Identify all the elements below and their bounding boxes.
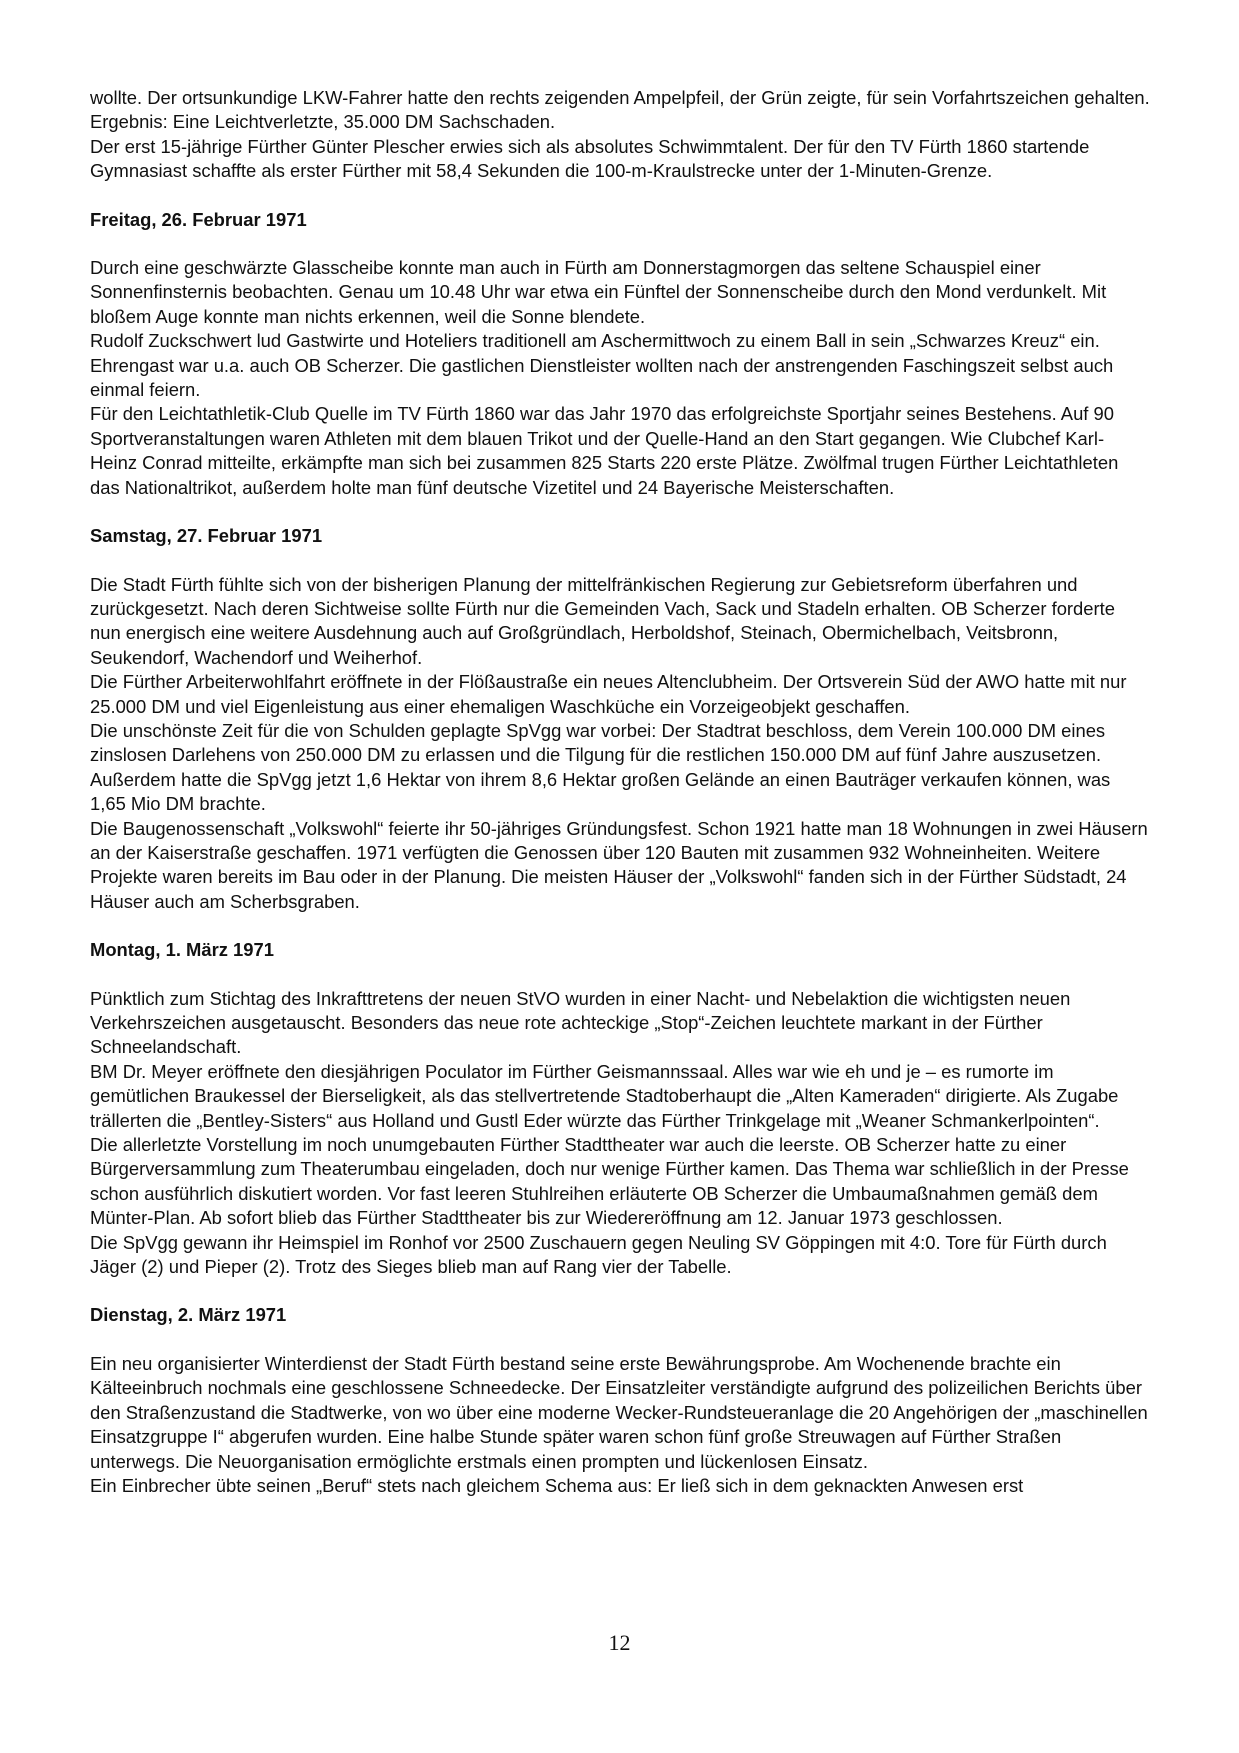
date-heading: Samstag, 27. Februar 1971 bbox=[90, 525, 323, 547]
paragraph: Die SpVgg gewann ihr Heimspiel im Ronhof vor 2500 Zuschauern gegen Neuling SV Göppingen mit 4:0. Tore für Fürth durch Jäger (2) und Pieper (2). Trotz des Sieges blieb man auf Rang vier der Tabelle. bbox=[90, 1231, 1107, 1278]
paragraph: Für den Leichtathletik-Club Quelle im TV Fürth 1860 war das Jahr 1970 das erfolgreichste Sportjahr seines Bestehens. Auf 90 Sportveranstaltungen waren Athleten mit dem blauen Trikot und der Quelle-Hand an den Start gegangen. Wie Clubchef Karl-Heinz Conrad mitteilte, erkämpfte man sich bei zusammen 825 Starts 220 erste Plätze. Zwölfmal trugen Fürther Leichtathleten das Nationaltrikot, außerdem holte man fünf deutsche Vizetitel und 24 Bayerische Meisterschaften. bbox=[90, 403, 1119, 498]
paragraph: Die Stadt Fürth fühlte sich von der bisherigen Planung der mittelfränkischen Regierung zur Gebietsreform überfahren und zurückgesetzt. Nach deren Sichtweise sollte Fürth nur die Gemeinden Vach, Sack und Stadeln erhalten. OB Scherzer forderte nun energisch eine weitere Ausdehnung auch auf Großgründlach, Herboldshof, Steinach, Obermichelbach, Veitsbronn, Seukendorf, Wachendorf und Weiherhof. bbox=[90, 573, 1115, 668]
entry-section bbox=[90, 524, 1150, 914]
paragraph: Die unschönste Zeit für die von Schulden geplagte SpVgg war vorbei: Der Stadtrat beschloss, dem Verein 100.000 DM eines zinslosen Darlehens von 250.000 DM zu erlassen und die Tilgung für die restlichen 150.000 DM auf fünf Jahre auszusetzen. Außerdem hatte die SpVgg jetzt 1,6 Hektar von ihrem 8,6 Hektar großen Gelände an einen Bauträger verkaufen können, was 1,65 Mio DM brachte. bbox=[90, 719, 1111, 815]
paragraph: Ein neu organisierter Winterdienst der Stadt Fürth bestand seine erste Bewährungsprobe. Am Wochenende brachte ein Kälteeinbruch nochmals eine geschlossene Schneedecke. Der Einsatzleiter verständigte aufgrund des polizeilichen Berichts über den Straßenzustand die Stadtwerke, von wo über eine moderne Wecker-Rundsteueranlage die 20 Angehörigen der „maschinellen Einsatzgruppe I“ abgerufen wurden. Eine halbe Stunde später waren schon fünf große Streuwagen auf Fürther Straßen unterwegs. Die Neuorganisation ermöglichte erstmals einen prompten und lückenlosen Einsatz. bbox=[90, 1352, 1148, 1472]
paragraph: Pünktlich zum Stichtag des Inkrafttretens der neuen StVO wurden in einer Nacht- und Nebelaktion die wichtigsten neuen Verkehrszeichen ausgetauscht. Besonders das neue rote achteckige „Stop“-Zeichen leuchtete markant in der Fürther Schneelandschaft. bbox=[90, 987, 1071, 1058]
paragraph: BM Dr. Meyer eröffnete den diesjährigen Poculator im Fürther Geismannssaal. Alles war wie eh und je – es rumorte im gemütlichen Braukessel der Bierseligkeit, als das stellvertretende Stadtoberhaupt die „Alten Kameraden“ dirigierte. Als Zugabe trällerten die „Bentley-Sisters“ aus Holland und Gustl Eder würzte das Fürther Trinkgelage mit „Weaner Schmankerlpointen“. bbox=[90, 1060, 1119, 1131]
document-body bbox=[90, 86, 1150, 1498]
date-heading: Freitag, 26. Februar 1971 bbox=[90, 208, 307, 230]
paragraph: wollte. Der ortsunkundige LKW-Fahrer hatte den rechts zeigenden Ampelpfeil, der Grün zeigte, für sein Vorfahrtszeichen gehalten. Ergebnis: Eine Leichtverletzte, 35.000 DM Sachschaden. bbox=[90, 87, 1150, 133]
entry-section bbox=[90, 1303, 1150, 1498]
paragraph: Ein Einbrecher übte seinen „Beruf“ stets nach gleichem Schema aus: Er ließ sich in dem geknackten Anwesen erst bbox=[90, 1474, 1024, 1496]
paragraph: Durch eine geschwärzte Glasscheibe konnte man auch in Fürth am Donnerstagmorgen das seltene Schauspiel einer Sonnenfinsternis beobachten. Genau um 10.48 Uhr war etwa ein Fünftel der Sonnenscheibe durch den Mond verdunkelt. Mit bloßem Auge konnte man nichts erkennen, weil die Sonne blendete. bbox=[90, 257, 1107, 327]
entry-section bbox=[90, 938, 1150, 1279]
date-heading: Montag, 1. März 1971 bbox=[90, 939, 274, 961]
intro-block bbox=[90, 86, 1150, 184]
date-heading: Dienstag, 2. März 1971 bbox=[90, 1304, 287, 1326]
entry-section bbox=[90, 208, 1150, 500]
paragraph: Rudolf Zuckschwert lud Gastwirte und Hoteliers traditionell am Aschermittwoch zu einem Ball in sein „Schwarzes Kreuz“ ein. Ehrengast war u.a. auch OB Scherzer. Die gastlichen Dienstleister wollten nach der anstrengenden Faschingszeit selbst auch einmal feiern. bbox=[90, 330, 1114, 401]
page-number: 12 bbox=[608, 1630, 631, 1655]
paragraph: Die allerletzte Vorstellung im noch unumgebauten Fürther Stadttheater war auch die leerste. OB Scherzer hatte zu einer Bürgerversammlung zum Theaterumbau eingeladen, doch nur wenige Fürther kamen. Das Thema war schließlich in der Presse schon ausführlich diskutiert worden. Vor fast leeren Stuhlreihen erläuterte OB Scherzer die Umbaumaßnahmen gemäß dem Münter-Plan. Ab sofort blieb das Fürther Stadttheater bis zur Wiedereröffnung am 12. Januar 1973 geschlossen. bbox=[90, 1134, 1129, 1229]
paragraph: Die Fürther Arbeiterwohlfahrt eröffnete in der Flößaustraße ein neues Altenclubheim. Der Ortsverein Süd der AWO hatte mit nur 25.000 DM und viel Eigenleistung aus einer ehemaligen Waschküche ein Vorzeigeobjekt geschaffen. bbox=[90, 671, 1127, 717]
paragraph: Der erst 15-jährige Fürther Günter Plescher erwies sich als absolutes Schwimmtalent. Der für den TV Fürth 1860 startende Gymnasiast schaffte als erster Fürther mit 58,4 Sekunden die 100-m-Kraulstrecke unter der 1-Minuten-Grenze. bbox=[90, 135, 1090, 182]
paragraph: Die Baugenossenschaft „Volkswohl“ feierte ihr 50-jähriges Gründungsfest. Schon 1921 hatte man 18 Wohnungen in zwei Häusern an der Kaiserstraße geschaffen. 1971 verfügten die Genossen über 120 Bauten mit zusammen 932 Wohneinheiten. Weitere Projekte waren bereits im Bau oder in der Planung. Die meisten Häuser der „Volkswohl“ fanden sich in der Fürther Südstadt, 24 Häuser auch am Scherbsgraben. bbox=[90, 817, 1148, 912]
